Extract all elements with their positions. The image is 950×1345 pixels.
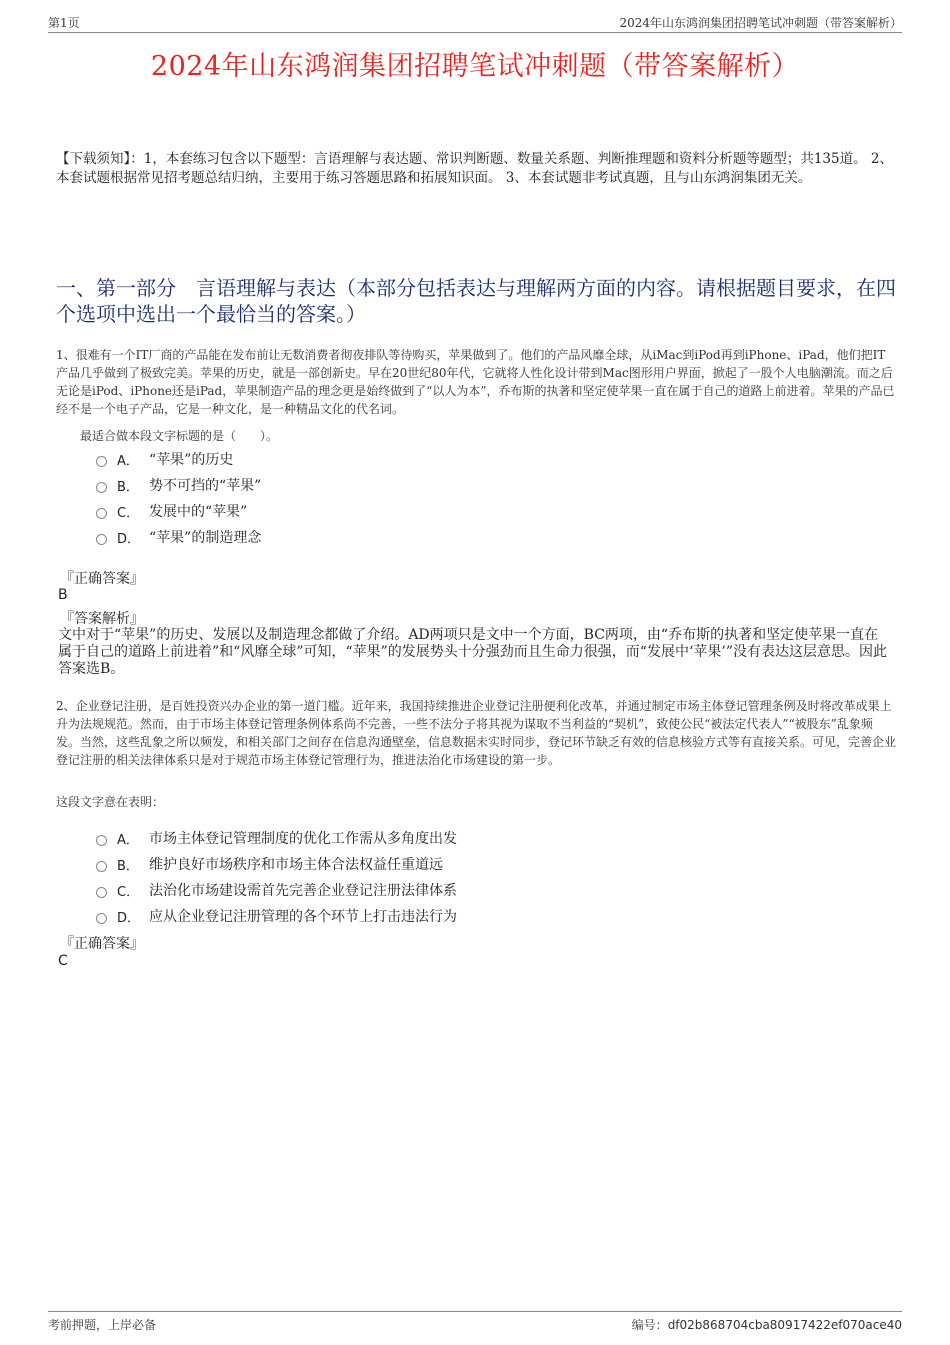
question-1-text: 1、很难有一个IT厂商的产品能在发布前让无数消费者彻夜排队等待购买，苹果做到了。他们的产品风靡全球，从iMac到iPod再到iPhone、iPad，他们把IT产品几乎做到了极致完美。苹果的历史，就是一部创新史。早在20世纪80年代，它就将人性化设计带到Mac图形用户界面，掀起了一股个人电脑潮流。而之后无论是iPod、iPhone还是iPad，苹果制造产品的理念更是始终做到了“以人为本”，乔布斯的执著和坚定使苹果一直在属于自己的道路上前进着。苹果的产品已经不是一个电子产品，它是一种文化，是一种精品文化的代名词。	[56, 348, 895, 416]
radio-icon[interactable]	[96, 456, 107, 467]
radio-icon[interactable]	[96, 835, 107, 846]
download-notice: 【下载须知】：1，本套练习包含以下题型：言语理解与表达题、常识判断题、数量关系题、判断推理题和资料分析题等题型；共135道。 2、本套试题根据常见招考题总结归纳，主要用于练习答题思路和拓展知识面。 3、本套试题非考试真题，且与山东鸿润集团无关。	[56, 151, 893, 186]
answer-value: C	[58, 953, 68, 969]
radio-icon[interactable]	[96, 913, 107, 924]
header-doc-title: 2024年山东鸿润集团招聘笔试冲刺题（带答案解析）	[619, 16, 902, 30]
radio-icon[interactable]	[96, 887, 107, 898]
radio-icon[interactable]	[96, 534, 107, 545]
option-d[interactable]: D． 应从企业登记注册管理的各个环节上打击违法行为	[96, 903, 457, 929]
radio-icon[interactable]	[96, 861, 107, 872]
page-header	[48, 14, 902, 33]
analysis-label: 『答案解析』	[60, 611, 144, 627]
page-number: 第1页	[48, 16, 80, 30]
page-footer	[48, 1311, 902, 1332]
option-a[interactable]: A． “苹果”的历史	[96, 446, 261, 472]
page-title: 2024年山东鸿润集团招聘笔试冲刺题（带答案解析）	[150, 51, 800, 82]
question-1-prompt: 最适合做本段文字标题的是（ ）。	[80, 429, 279, 443]
question-2-prompt: 这段文字意在表明：	[56, 795, 165, 809]
question-2-text: 2、企业登记注册，是百姓投资兴办企业的第一道门槛。近年来，我国持续推进企业登记注册便利化改革，并通过制定市场主体登记管理条例及时将改革成果上升为法规规范。然而，由于市场主体登记管理条例体系尚不完善，一些不法分子将其视为谋取不当利益的“契机”，致使公民“被法定代表人”“被股东”乱象频发。当然，这些乱象之所以频发，和相关部门之间存在信息沟通壁垒，信息数据未实时同步，登记环节缺乏有效的信息核验方式等有直接关系。可见，完善企业登记注册的相关法律体系只是对于规范市场主体登记管理行为，推进法治化市场建设的第一步。	[56, 699, 897, 767]
option-b[interactable]: B． 势不可挡的“苹果”	[96, 472, 261, 498]
radio-icon[interactable]	[96, 508, 107, 519]
analysis-text: 文中对于“苹果”的历史、发展以及制造理念都做了介绍。AD两项只是文中一个方面，BC两项，由“乔布斯的执著和坚定使苹果一直在属于自己的道路上前进着”和“风靡全球”可知，“苹果”的发展势头十分强劲而且生命力很强，而“发展中‘苹果’”没有表达这层意思。因此答案选B。	[58, 627, 887, 677]
option-b[interactable]: B． 维护良好市场秩序和市场主体合法权益任重道远	[96, 851, 457, 877]
radio-icon[interactable]	[96, 482, 107, 493]
section-heading: 一、第一部分 言语理解与表达（本部分包括表达与理解两方面的内容。请根据题目要求，在四个选项中选出一个最恰当的答案。）	[56, 276, 896, 326]
answer-value: B	[58, 587, 68, 603]
option-c[interactable]: C． 法治化市场建设需首先完善企业登记注册法律体系	[96, 877, 457, 903]
question-1-options	[96, 446, 261, 550]
footer-slogan: 考前押题，上岸必备	[48, 1318, 157, 1332]
option-d[interactable]: D． “苹果”的制造理念	[96, 524, 261, 550]
option-a[interactable]: A． 市场主体登记管理制度的优化工作需从多角度出发	[96, 825, 457, 851]
footer-code: 编号：df02b868704cba80917422ef070ace40	[631, 1318, 902, 1332]
answer-label: 『正确答案』	[60, 571, 144, 587]
option-c[interactable]: C． 发展中的“苹果”	[96, 498, 261, 524]
answer-label: 『正确答案』	[60, 936, 144, 952]
question-2-options	[96, 825, 457, 929]
